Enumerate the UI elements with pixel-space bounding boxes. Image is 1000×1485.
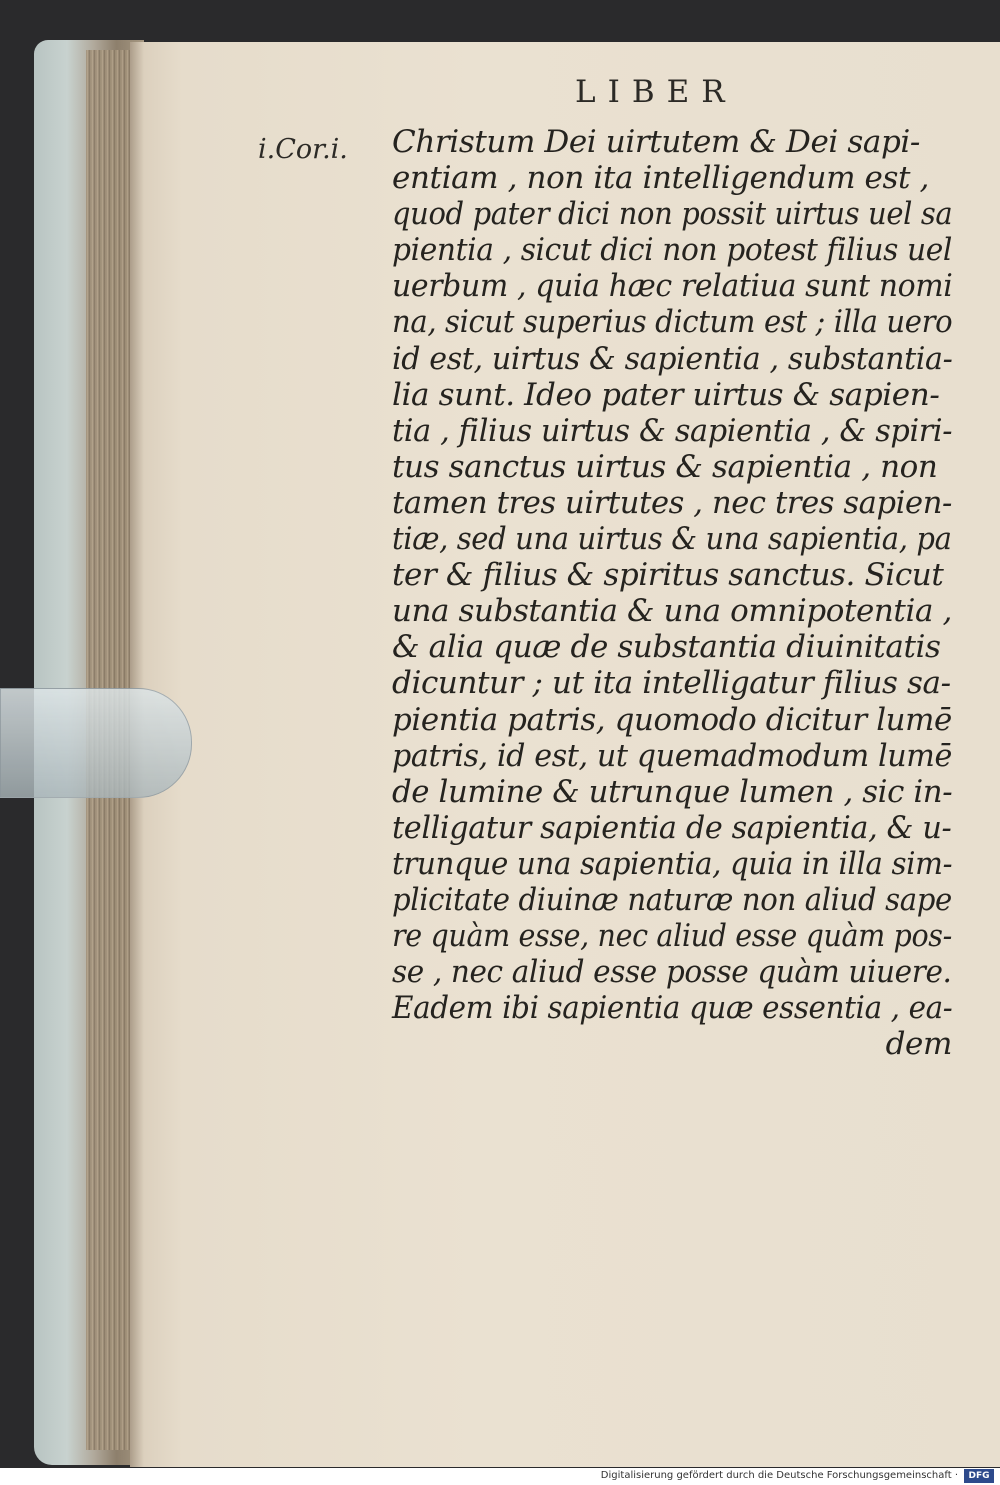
text-line: tiæ, sed una uirtus & una sapientia, pa [392,521,952,558]
text-line: plicitate diuinæ naturæ non aliud sape [392,881,952,918]
text-line: lia sunt. Ideo pater uirtus & sapien- [392,376,940,413]
text-line: Christum Dei uirtutem & Dei sapi- [392,124,920,160]
text-line: id est, uirtus & sapientia , substantia- [392,340,953,377]
text-line: na, sicut superius dictum est ; illa uero [392,304,953,341]
text-line: & alia quæ de substantia diuinitatis [392,629,941,666]
text-line: de lumine & utrunque lumen , sic in- [392,773,953,810]
text-line: uerbum , quia hæc relatiua sunt nomi [392,268,953,305]
main-text-block [392,124,952,1062]
text-line: ter & filius & spiritus sanctus. Sicut [392,557,944,594]
text-line: dicuntur ; ut ita intelligatur filius sa- [392,665,951,702]
marginal-note: i.Cor.i. [258,134,348,165]
text-line: se , nec aliud esse posse quàm uiuere. [392,954,952,991]
catchword: dem [885,1026,952,1063]
text-line: patris, id est, ut quemadmodum lumē [392,737,952,774]
text-line: re quàm esse, nec aliud esse quàm pos- [392,918,952,955]
text-line: telligatur sapientia de sapientia, & u- [392,809,952,846]
running-head: LIBER [575,74,737,110]
text-line: tamen tres uirtutes , nec tres sapien- [392,484,952,521]
text-line: pientia patris, quomodo dicitur lumē [392,701,952,738]
text-line: Eadem ibi sapientia quæ essentia , ea- [392,990,953,1027]
dfg-logo: DFG [964,1469,994,1483]
text-line: pientia , sicut dici non potest filius uel [392,232,953,269]
text-line: trunque una sapientia, quia in illa sim- [392,845,953,882]
text-line: tia , filius uirtus & sapientia , & spiri- [392,412,953,449]
text-line: una substantia & una omnipotentia , [392,593,952,630]
footer-credit: Digitalisierung gefördert durch die Deutsche Forschungsgemeinschaft · [600,1470,958,1481]
text-line: entiam , non ita intelligendum est , [392,160,929,197]
transparent-page-tab [0,688,192,798]
text-line: tus sanctus uirtus & sapientia , non [392,448,938,485]
text-line: quod pater dici non possit uirtus uel sa [392,196,953,233]
